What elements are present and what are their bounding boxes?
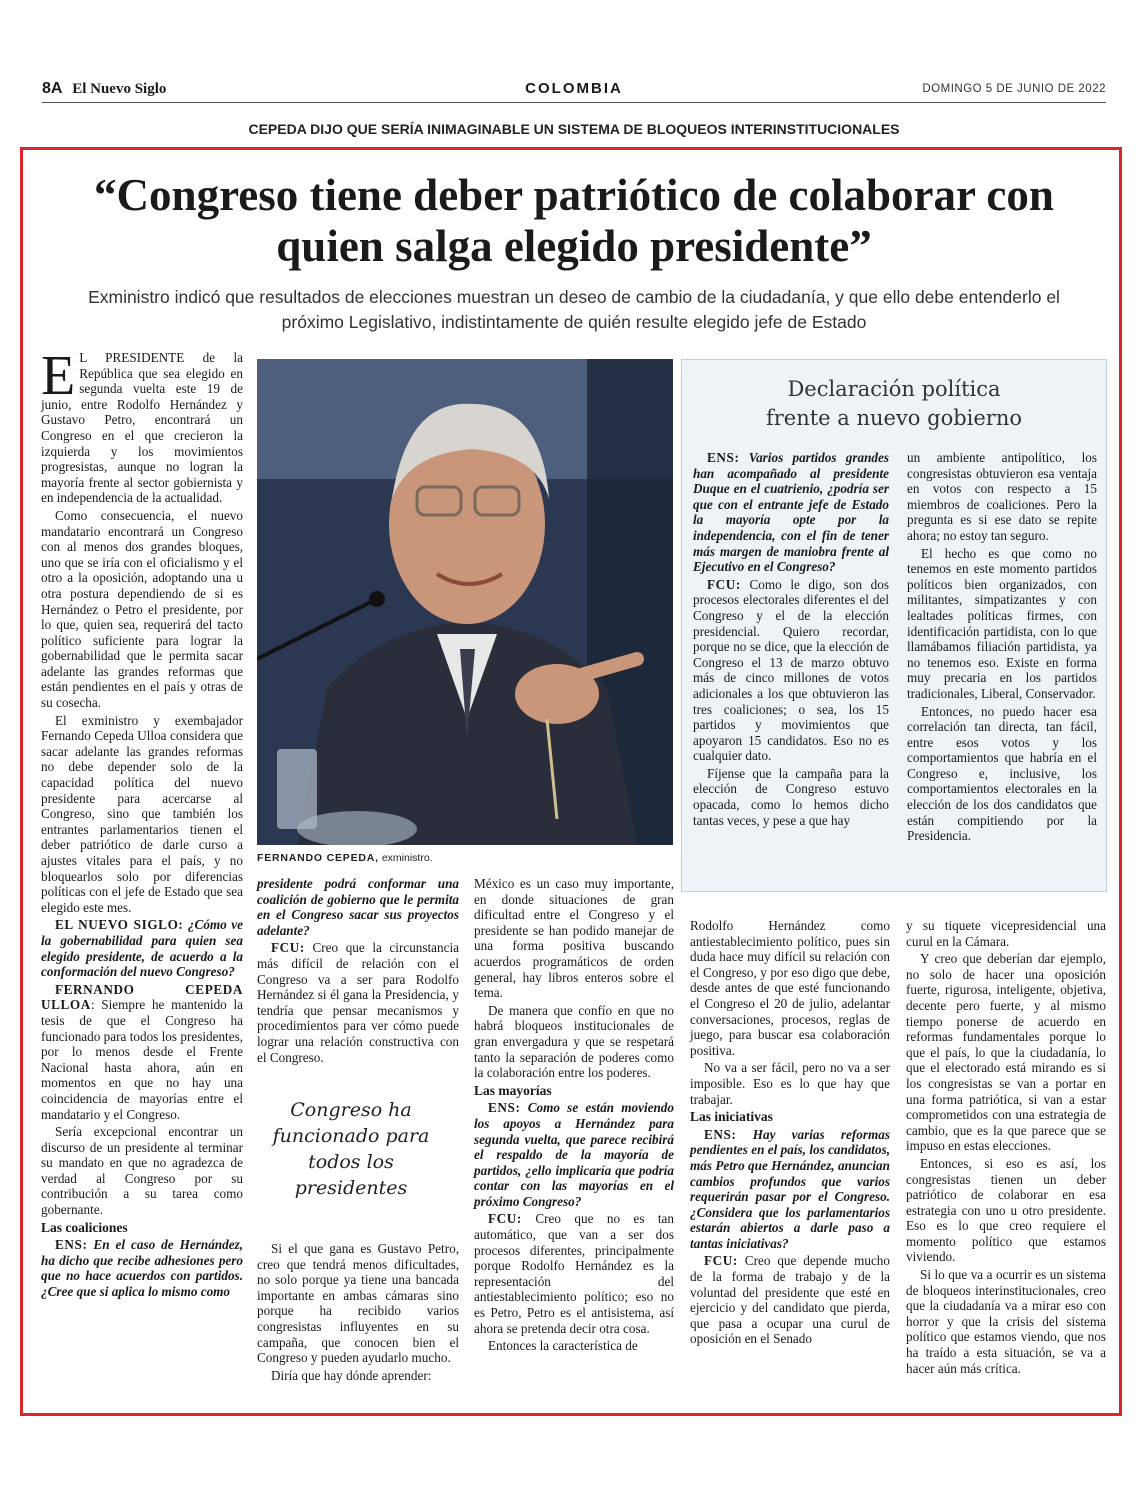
caption-name: FERNANDO CEPEDA, bbox=[257, 852, 379, 864]
answer-label: FCU: bbox=[271, 940, 305, 956]
paragraph: Y creo que deberían dar ejemplo, no solo de hacer una oposición fuerte, rigurosa, inteligente, objetiva, decente pero fuerte, y al mismo tiempo ponerse de acuerdo en reformas fundamentales porque lo que el país, lo que la ciudadanía, lo que el electorado está mirando es si los congresistas se van a portar en una forma patriótica, si van a estar comprometidos con una estrategia de cambio, que es la que parece que se impuso en estas elecciones. bbox=[906, 951, 1106, 1154]
caption-role: exministro. bbox=[378, 852, 433, 864]
answer-label: FERNANDO CEPEDA ULLOA bbox=[41, 981, 243, 1013]
paragraph: Fíjense que la campaña para la elección de Congreso estuvo opacada, como lo hemos dicho tantas veces, y pese a que hay bbox=[693, 765, 889, 828]
column-1 bbox=[41, 345, 243, 1302]
column-2 bbox=[257, 876, 459, 1067]
lead-paragraph bbox=[41, 345, 243, 506]
question-label: EL NUEVO SIGLO: bbox=[55, 917, 184, 933]
section-name: COLOMBIA bbox=[525, 80, 623, 97]
section-heading: Las coaliciones bbox=[41, 1219, 128, 1235]
paragraph: Sería excepcional encontrar un discurso de un presidente al terminar su mandato en que no agradezca de verdad al Congreso por su contribución a su tarea como gobernante. bbox=[41, 1124, 243, 1218]
headline: “Congreso tiene deber patriótico de colaborar con quien salga elegido presidente” bbox=[94, 170, 1054, 271]
page-date: DOMINGO 5 DE JUNIO DE 2022 bbox=[922, 83, 1106, 95]
question-text: Hay varias reformas pendientes en el país, los candidatos, más Petro que Hernández, anuncian cambios profundos que varios requerirán pasar por el Congreso. ¿Considera que los parlamentarios estarán abiertos a darle paso a tantas iniciativas? bbox=[690, 1126, 890, 1251]
paragraph: Rodolfo Hernández como antiestablecimiento político, pues sin duda hace muy difícil su relación con el Congreso, y por eso digo que debe, desde antes de que esté funcionando el Congreso el 20 de julio, adelantar conversaciones, procesos, reglas de juego, para buscar esa colaboración positiva. bbox=[690, 918, 890, 1058]
column-3 bbox=[474, 876, 674, 1356]
paragraph: Diría que hay dónde aprender: bbox=[271, 1367, 432, 1383]
column-6 bbox=[690, 918, 890, 1349]
answer bbox=[41, 982, 243, 1122]
answer bbox=[257, 940, 459, 1065]
paragraph: El exministro y exembajador Fernando Cepeda Ulloa considera que sacar adelante las grandes reformas no debe depender solo de la capacidad política del nuevo presidente para acercarse al Congreso, sino que también los entrantes parlamentarios tienen el deber patriótico de darle curso a ajustes vitales para el país, y no bloquearlos solo por diferencias políticas con el jefe de Estado que sea elegido este mes. bbox=[41, 712, 243, 915]
answer-label: FCU: bbox=[704, 1253, 738, 1269]
answer-text: : Siempre he mantenido la tesis de que el Congreso ha funcionado para todos los presidentes, por lo menos desde el Frente Nacional hasta ahora, aún en momentos en que no hay una coincidencia de mayorías entre el mandatario y el Congreso. bbox=[41, 997, 243, 1122]
paragraph: De manera que confío en que no habrá bloqueos institucionales de gran envergadura y que se respetará tanto la separación de poderes como la colaboración entre los poderes. bbox=[474, 1002, 674, 1081]
paragraph: y su tiquete vicepresidencial una curul en la Cámara. bbox=[906, 918, 1106, 949]
section-heading: Las mayorías bbox=[474, 1082, 552, 1098]
answer-label: FCU: bbox=[707, 576, 741, 592]
paragraph: Como consecuencia, el nuevo mandatario encontrará un Congreso con al menos dos grandes bloques, uno que se iría con el oficialismo y el otro a la oposición, adoptando una u otra postura dependiendo de si es Hernández o Petro el presidente, por lo que, quien sea, requerirá del tacto político suficiente para lograr la gobernabilidad que le permita sacar adelante las grandes reformas que están pendientes en el país y otras de su cosecha. bbox=[41, 507, 243, 711]
paragraph: No va a ser fácil, pero no va a ser imposible. Eso es lo que hay que trabajar. bbox=[690, 1060, 890, 1107]
column-5 bbox=[907, 450, 1097, 846]
box-title-line-2: frente a nuevo gobierno bbox=[765, 406, 1023, 430]
question-text: Varios partidos grandes han acompañado al presidente Duque en el cuatrienio, ¿podría ser que con el entrante jefe de Estado la mayoría opte por la independencia, con el fin de tener más margen de maniobra frente al Ejecutivo en el Congreso? bbox=[693, 450, 889, 575]
question-label: ENS: bbox=[704, 1126, 737, 1142]
column-7 bbox=[906, 918, 1106, 1378]
answer-text: Creo que depende mucho de la forma de trabajo y de la voluntad del presidente que esté en ejercicio y del candidato que pierda, que pasa a ocupar una curul de oposición en el Senado bbox=[690, 1253, 890, 1347]
question bbox=[474, 1100, 674, 1209]
answer-text: Como le digo, son dos procesos electorales diferentes el del Congreso y el de la elección presidencial. Quiero recordar, porque no se dice, que la elección de Congreso el 13 de marzo obtuvo más de cinco millones de votos adicionales a los que obtuvieron las tres coaliciones; o sea, los 15 partidos y movimientos que apoyaron 15 candidatos. Eso no es cualquier dato. bbox=[693, 576, 889, 764]
question bbox=[41, 1237, 243, 1299]
question-continued: presidente podrá conformar una coalición de gobierno que le permita en el Congreso sacar sus proyectos adelante? bbox=[257, 876, 459, 938]
paragraph: un ambiente antipolítico, los congresistas obtuvieron esa ventaja en votos con respecto a 15 miembros de coaliciones. Pero la pregunta es si ese dato se repite ahora; no estoy tan seguro. bbox=[907, 450, 1097, 543]
paragraph: Entonces, no puedo hacer esa correlación tan directa, tan fácil, entre esos votos y los comportamientos que habría en el Congreso e, inclusive, los comportamientos electorales en la elección de los dos candidatos que están compitiendo por la Presidencia. bbox=[907, 703, 1097, 844]
photo-caption bbox=[257, 852, 433, 864]
page-number: 8A bbox=[42, 80, 63, 97]
kicker: CEPEDA DIJO QUE SERÍA INIMAGINABLE UN SISTEMA DE BLOQUEOS INTERINSTITUCIONALES bbox=[248, 121, 900, 137]
drop-cap: E bbox=[41, 345, 76, 407]
paragraph: Entonces, si eso es así, los congresistas tienen un deber patriótico de colaborar en esa estrategia con uno u otro presidente. Eso es lo que creo requiere el momento político que estamos viviendo. bbox=[906, 1155, 1106, 1265]
paragraph: Si el que gana es Gustavo Petro, creo que tendrá menos dificultades, no solo porque ya tiene una bancada importante en ambas cámaras sino porque ha recibido varios congresistas influyentes en su campaña, que conocen bien el Congreso y pueden ayudarlo mucho. bbox=[257, 1241, 459, 1366]
question-label: ENS: bbox=[55, 1237, 88, 1253]
answer-text: Creo que no es tan automático, que van a ser dos procesos diferentes, principalmente porque Rodolfo Hernández es la representación del antiestablecimiento político; eso no es Petro, Petro es el antisistema, así ahora se pretenda decir otra cosa. bbox=[474, 1211, 674, 1336]
section-heading: Las iniciativas bbox=[690, 1109, 773, 1125]
paragraph: México es un caso muy importante, en donde situaciones de gran dificultad entre el Congreso y el presidente se han podido manejar de una forma positiva buscando acuerdos programáticos de orden general, hay libros enteros sobre el tema. bbox=[474, 876, 674, 1001]
paragraph: El hecho es que como no tenemos en este momento partidos políticos bien organizados, con militantes, simpatizantes y con lealtades políticas firmes, con identificación partidista, con lo que llamábamos filiación partidista, ya no tenemos eso. Existe en forma muy precaria en los partidos tradicionales, Liberal, Conservador. bbox=[907, 545, 1097, 701]
question-text: En el caso de Hernández, ha dicho que recibe adhesiones pero que no hace acuerdos con partidos. ¿Cree que si aplica lo mismo como bbox=[41, 1237, 243, 1300]
portrait-illustration bbox=[257, 359, 673, 845]
paper-name: El Nuevo Siglo bbox=[72, 81, 167, 97]
answer bbox=[693, 577, 889, 764]
paragraph: Si lo que va a ocurrir es un sistema de bloqueos interinstitucionales, creo que la ciudadanía va a mirar eso con horror y que la crisis del sistema político que estamos viendo, que nos ha traído a esta situación, se va a hacer aún más crítica. bbox=[906, 1267, 1106, 1376]
question-text: ¿Cómo ve la gobernabilidad para quien sea elegido presidente, de acuerdo a la conformación del nuevo Congreso? bbox=[41, 917, 243, 980]
answer bbox=[690, 1253, 890, 1347]
subtitle: Exministro indicó que resultados de elecciones muestran un deseo de cambio de la ciudadanía, y que ello debe entenderlo el próximo Legislativo, indistintamente de quién resulte elegido jefe de Estado bbox=[88, 287, 1060, 332]
page-header bbox=[42, 78, 1106, 103]
question bbox=[41, 917, 243, 979]
answer-label: FCU: bbox=[488, 1211, 522, 1227]
question-label: ENS: bbox=[488, 1100, 521, 1116]
portrait-photo bbox=[257, 359, 673, 845]
box-title-line-1: Declaración política bbox=[787, 377, 1001, 401]
pull-quote: Congreso ha funcionado para todos los presidentes bbox=[272, 1099, 430, 1199]
box-title bbox=[682, 375, 1106, 433]
question bbox=[690, 1127, 890, 1252]
answer bbox=[474, 1211, 674, 1336]
question bbox=[693, 450, 889, 575]
column-4 bbox=[693, 450, 889, 830]
question-label: ENS: bbox=[707, 450, 740, 465]
paragraph: Entonces la característica de bbox=[488, 1338, 638, 1354]
lead-text: L PRESIDENTE de la República que sea elegido en segunda vuelta este 19 de junio, entre Rodolfo Hernández y Gustavo Petro, encontrará un Congreso en el que crecieron la izquierda y los movimientos progresistas, aunque no logran la mayoría frente al sector gobiernista y en independencia de la actualidad. bbox=[41, 350, 243, 506]
question-text: Como se están moviendo los apoyos a Hernández para segunda vuelta, que parece recibirá el respaldo de la mayoría de partidos, ¿ello implicaría que podría contar con las mayorías en el próximo Congreso? bbox=[474, 1100, 674, 1209]
column-2-lower bbox=[257, 1241, 459, 1385]
answer-text: Creo que la circunstancia más difícil de relación con el Congreso va a ser para Rodolfo Hernández si él gana la Presidencia, y tendría que pensar mecanismos y procedimientos para ver cómo puede lograr una relación constructiva con el Congreso. bbox=[257, 940, 459, 1065]
